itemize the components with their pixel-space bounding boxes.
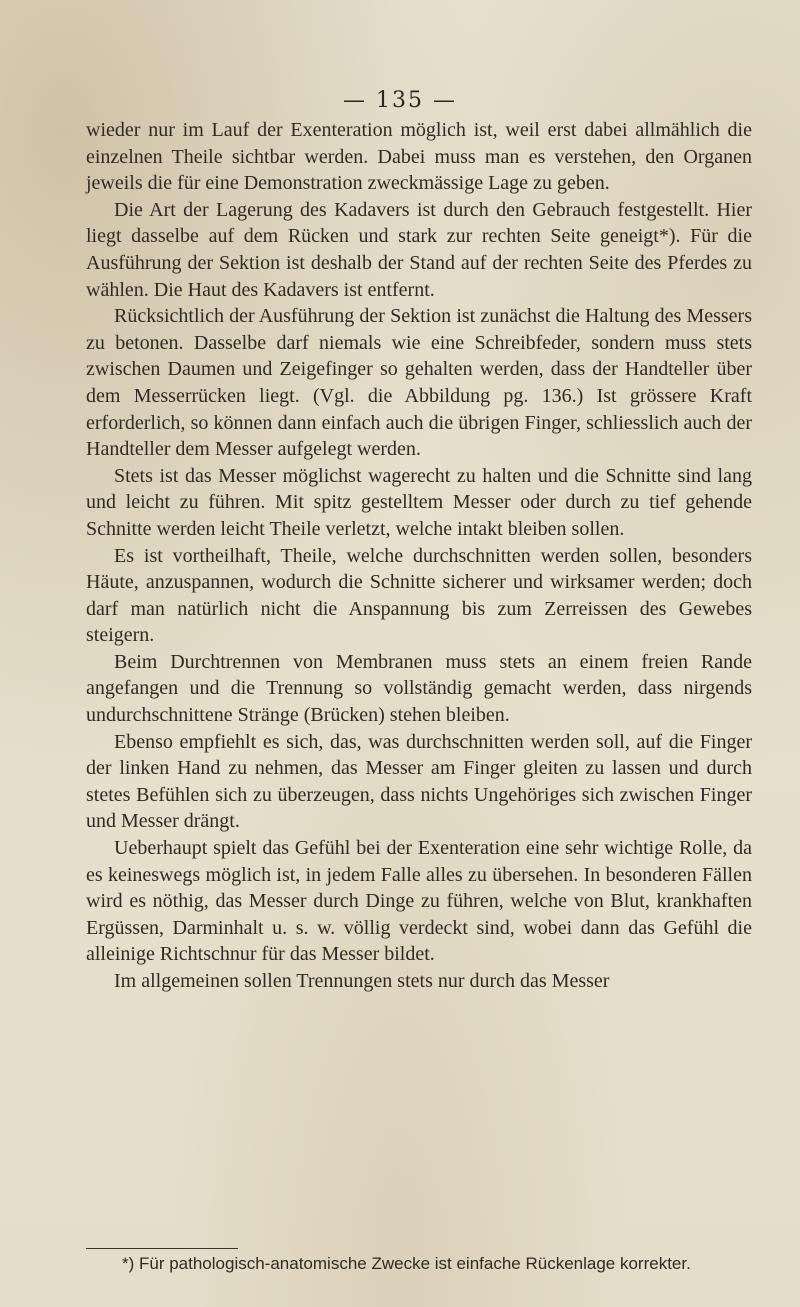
paragraph-9: Im allgemeinen sollen Trennungen stets nur durch das Messer [114,970,610,992]
paragraph-6: Beim Durchtrennen von Membranen muss stets an einem freien Rande angefangen und die Trennung so vollständig gemacht werden, dass nirgends undurchschnittene Stränge (Brücken) stehen bleiben. [86,650,752,727]
page-number: — 135 — [343,88,457,113]
paragraph-4: Stets ist das Messer möglichst wagerecht zu halten und die Schnitte sind lang und leicht zu führen. Mit spitz gestelltem Messer oder durch zu tief gehende Schnitte werden leicht Theile verletzt, welche intakt bleiben sollen. [86,464,752,540]
paragraph-5: Es ist vortheilhaft, Theile, welche durchschnitten werden sollen, besonders Häute, anzuspannen, wodurch die Schnitte sicherer und wirksamer werden; doch darf man natürlich nicht die Anspannung bis zum Zerreissen des Gewebes steigern. [86,544,752,647]
paragraph-3: Rücksichtlich der Ausführung der Sektion ist zunächst die Haltung des Messers zu betonen. Dasselbe darf niemals wie eine Schreibfeder, sondern muss stets zwischen Daumen und Zeigefinger so gehalten werden, dass der Handteller über dem Messerrücken liegt. (Vgl. die Abbildung pg. 136.) Ist grössere Kraft erforderlich, so können dann einfach auch die übrigen Finger, schliesslich auch der Handteller dem Messer aufgelegt werden. [86,305,752,461]
body-text [86,117,752,995]
paragraph-1: wieder nur im Lauf der Exenteration möglich ist, weil erst dabei allmählich die einzelnen Theile sichtbar werden. Dabei muss man es verstehen, den Organen jeweils die für eine Demonstration zweckmässige Lage zu geben. [86,119,752,195]
paragraph-7: Ebenso empfiehlt es sich, das, was durchschnitten werden soll, auf die Finger der linken Hand zu nehmen, das Messer am Finger gleiten zu lassen und durch stetes Befühlen sich zu überzeugen, dass nichts Ungehöriges sich zwischen Finger und Messer drängt. [86,730,752,833]
paragraph-8: Ueberhaupt spielt das Gefühl bei der Exenteration eine sehr wichtige Rolle, da es keineswegs möglich ist, in jedem Falle alles zu übersehen. In besonderen Fällen wird es nöthig, das Messer durch Dinge zu führen, welche von Blut, krankhaften Ergüssen, Darminhalt u. s. w. völlig verdeckt sind, wobei dann das Gefühl die alleinige Richtschnur für das Messer bildet. [86,837,752,966]
paragraph-2: Die Art der Lagerung des Kadavers ist durch den Gebrauch festgestellt. Hier liegt dasselbe auf dem Rücken und stark zur rechten Seite geneigt*). Für die Ausführung der Sektion ist deshalb der Stand auf der rechten Seite des Pferdes zu wählen. Die Haut des Kadavers ist entfernt. [86,198,752,301]
footnote-divider [86,1248,238,1249]
footnote: *) Für pathologisch-anatomische Zwecke ist einfache Rückenlage korrekter. [122,1254,691,1273]
